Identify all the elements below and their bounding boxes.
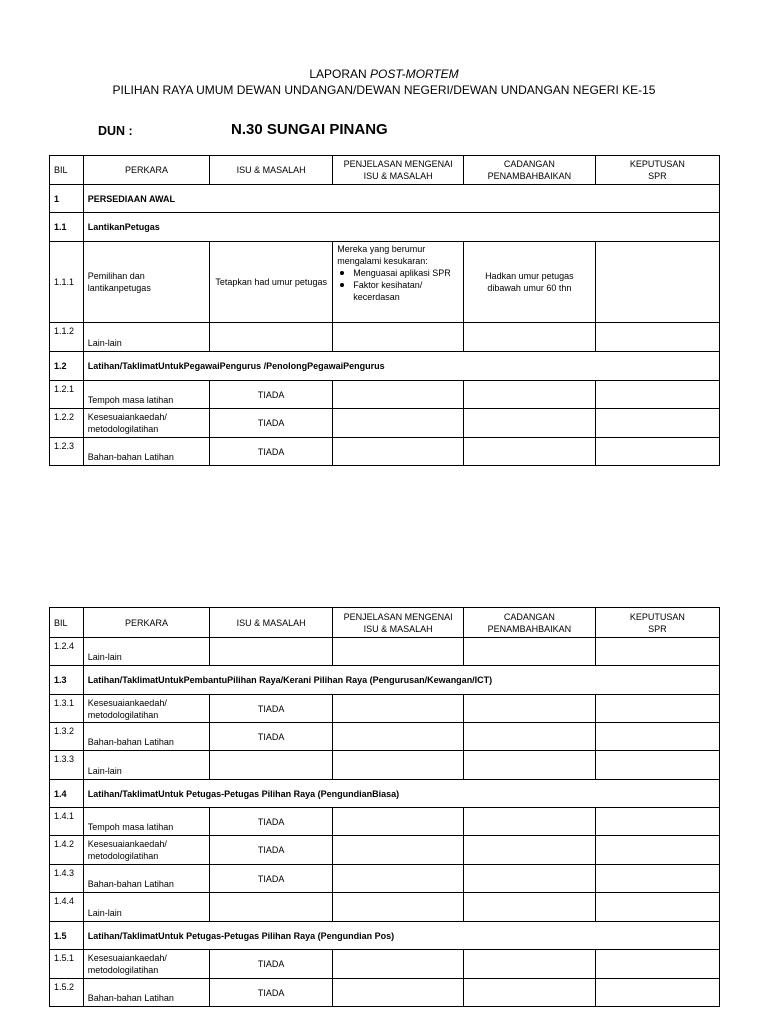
- table-row: 1.4.2 Kesesuaiankaedah/ metodologilatihan TIADA: [50, 836, 720, 865]
- section-title: LantikanPetugas: [83, 213, 719, 242]
- section-row: 1 PERSEDIAAN AWAL: [50, 185, 720, 213]
- header-keputusan: KEPUTUSAN SPR: [595, 608, 719, 638]
- header-keputusan: KEPUTUSAN SPR: [595, 156, 719, 185]
- section-title: Latihan/TaklimatUntuk Petugas-Petugas Pilihan Raya (PengundianBiasa): [83, 780, 719, 808]
- table-row: 1.3.2 Bahan-bahan Latihan TIADA: [50, 723, 720, 751]
- section-row: 1.1 LantikanPetugas: [50, 213, 720, 242]
- table-row: 1.1.1 Pemilihan dan lantikanpetugas Tetapkan had umur petugas Mereka yang berumur mengalami kesukaran: Menguasai aplikasi SPR Faktor kesihatan/ kecerdasan Hadkan umur petugas dibawah umur 60 thn: [50, 242, 720, 323]
- section-title: Latihan/TaklimatUntukPegawaiPengurus /PenolongPegawaiPengurus: [83, 352, 719, 381]
- header-perkara: PERKARA: [83, 608, 209, 638]
- table-row: 1.5.1 Kesesuaiankaedah/ metodologilatihan TIADA: [50, 950, 720, 979]
- table-row: 1.2.3 Bahan-bahan Latihan TIADA: [50, 438, 720, 466]
- header-perkara: PERKARA: [83, 156, 209, 185]
- report-title-line2: PILIHAN RAYA UMUM DEWAN UNDANGAN/DEWAN NEGERI/DEWAN UNDANGAN NEGERI KE-15: [112, 83, 656, 97]
- table-row: 1.4.3 Bahan-bahan Latihan TIADA: [50, 865, 720, 893]
- report-title: [0, 66, 768, 98]
- report-title-line1: LAPORAN POST-MORTEM: [309, 67, 459, 81]
- table-header-row: [50, 156, 720, 185]
- table-row: 1.4.1 Tempoh masa latihan TIADA: [50, 808, 720, 836]
- section-row: 1.4 Latihan/TaklimatUntuk Petugas-Petugas Pilihan Raya (PengundianBiasa): [50, 780, 720, 808]
- table-row: 1.2.1 Tempoh masa latihan TIADA: [50, 381, 720, 409]
- section-title: Latihan/TaklimatUntukPembantuPilihan Raya/Kerani Pilihan Raya (Pengurusan/Kewangan/ICT): [83, 666, 719, 695]
- header-cadangan: CADANGAN PENAMBAHBAIKAN: [463, 156, 595, 185]
- header-isu: ISU & MASALAH: [210, 608, 333, 638]
- section-row: 1.2 Latihan/TaklimatUntukPegawaiPengurus /PenolongPegawaiPengurus: [50, 352, 720, 381]
- table-header-row: [50, 608, 720, 638]
- dun-label: DUN :: [98, 124, 133, 138]
- table-row: 1.3.1 Kesesuaiankaedah/ metodologilatihan TIADA: [50, 695, 720, 723]
- header-isu: ISU & MASALAH: [210, 156, 333, 185]
- table-row: 1.4.4 Lain-lain: [50, 893, 720, 922]
- header-cadangan: CADANGAN PENAMBAHBAIKAN: [463, 608, 595, 638]
- bullet-item: Menguasai aplikasi SPR: [337, 267, 459, 279]
- header-bil: BIL: [50, 156, 84, 185]
- table-row: 1.1.2 Lain-lain: [50, 323, 720, 352]
- post-mortem-italic: POST-MORTEM: [370, 67, 459, 81]
- dun-value: N.30 SUNGAI PINANG: [231, 121, 388, 138]
- header-bil: BIL: [50, 608, 84, 638]
- table-row: 1.3.3 Lain-lain: [50, 751, 720, 780]
- penjelasan-cell: Mereka yang berumur mengalami kesukaran: Menguasai aplikasi SPR Faktor kesihatan/ kecerdasan: [333, 242, 464, 323]
- table-row: 1.5.2 Bahan-bahan Latihan TIADA: [50, 979, 720, 1007]
- header-penjelasan: PENJELASAN MENGENAI ISU & MASALAH: [333, 608, 464, 638]
- dun-row: [0, 121, 768, 143]
- report-table-2: [49, 607, 720, 1007]
- section-title: Latihan/TaklimatUntuk Petugas-Petugas Pilihan Raya (Pengundian Pos): [83, 922, 719, 950]
- table-row: 1.2.4 Lain-lain: [50, 638, 720, 666]
- report-table-1: [49, 155, 720, 466]
- section-row: 1.3 Latihan/TaklimatUntukPembantuPilihan Raya/Kerani Pilihan Raya (Pengurusan/Kewangan/ICT): [50, 666, 720, 695]
- header-penjelasan: PENJELASAN MENGENAI ISU & MASALAH: [333, 156, 464, 185]
- section-row: 1.5 Latihan/TaklimatUntuk Petugas-Petugas Pilihan Raya (Pengundian Pos): [50, 922, 720, 950]
- table-row: 1.2.2 Kesesuaiankaedah/ metodologilatihan TIADA: [50, 409, 720, 438]
- section-title: PERSEDIAAN AWAL: [83, 185, 719, 213]
- bullet-item: Faktor kesihatan/ kecerdasan: [337, 279, 459, 303]
